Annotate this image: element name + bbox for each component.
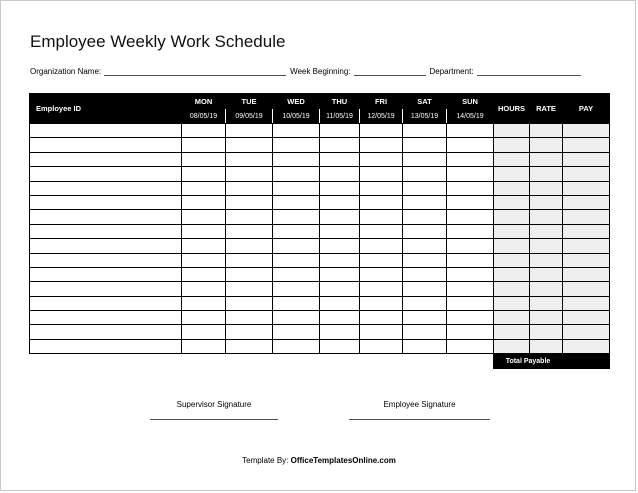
employee-id-cell[interactable] [30, 282, 182, 296]
total-payable-label: Total Payable [494, 354, 563, 369]
hours-cell[interactable] [182, 210, 226, 224]
hours-cell[interactable] [182, 325, 226, 339]
hours-cell[interactable] [226, 239, 273, 253]
table-row [30, 224, 610, 238]
day-header-fri: FRI [360, 94, 403, 109]
hours-cell[interactable] [320, 152, 360, 166]
pay-cell[interactable] [563, 224, 610, 238]
hours-cell[interactable] [360, 224, 403, 238]
employee-id-cell[interactable] [30, 224, 182, 238]
day-header-sat: SAT [403, 94, 447, 109]
pay-cell[interactable] [563, 325, 610, 339]
page-title: Employee Weekly Work Schedule [30, 32, 286, 51]
hours-cell[interactable] [403, 325, 447, 339]
hours-cell[interactable] [403, 253, 447, 267]
hours-cell[interactable] [360, 311, 403, 325]
hours-cell[interactable] [273, 138, 320, 152]
rate-cell[interactable] [530, 210, 563, 224]
day-header-tue: TUE [226, 94, 273, 109]
pay-cell[interactable] [563, 239, 610, 253]
employee-id-cell[interactable] [30, 253, 182, 267]
organization-label: Organization Name: [30, 67, 102, 76]
week-beginning-field[interactable] [354, 67, 426, 76]
hours-cell[interactable] [273, 325, 320, 339]
employee-id-cell[interactable] [30, 152, 182, 166]
hours-cell[interactable] [360, 195, 403, 209]
table-row [30, 296, 610, 310]
hours-cell[interactable] [447, 195, 494, 209]
hours-cell[interactable] [226, 339, 273, 353]
hours-cell[interactable] [403, 339, 447, 353]
footer-site[interactable]: OfficeTemplatesOnline.com [290, 456, 396, 465]
hours-cell[interactable] [226, 282, 273, 296]
employee-id-cell[interactable] [30, 167, 182, 181]
hours-cell[interactable] [320, 224, 360, 238]
date-header-sun: 14/05/19 [447, 109, 494, 124]
date-header-sat: 13/05/19 [403, 109, 447, 124]
hours-total-cell[interactable] [494, 152, 530, 166]
total-payable-value[interactable] [563, 354, 610, 369]
hours-cell[interactable] [320, 138, 360, 152]
employee-id-cell[interactable] [30, 124, 182, 138]
pay-cell[interactable] [563, 152, 610, 166]
hours-cell[interactable] [360, 253, 403, 267]
hours-cell[interactable] [320, 325, 360, 339]
hours-cell[interactable] [182, 296, 226, 310]
employee-id-cell[interactable] [30, 195, 182, 209]
hours-cell[interactable] [226, 267, 273, 281]
rate-cell[interactable] [530, 239, 563, 253]
date-header-tue: 09/05/19 [226, 109, 273, 124]
date-header-mon: 08/05/19 [182, 109, 226, 124]
hours-cell[interactable] [320, 239, 360, 253]
hours-cell[interactable] [182, 239, 226, 253]
pay-cell[interactable] [563, 282, 610, 296]
date-header-thu: 11/05/19 [320, 109, 360, 124]
hours-cell[interactable] [403, 239, 447, 253]
organization-field[interactable] [104, 67, 286, 76]
hours-cell[interactable] [447, 138, 494, 152]
rate-cell[interactable] [530, 253, 563, 267]
rate-cell[interactable] [530, 195, 563, 209]
hours-cell[interactable] [403, 210, 447, 224]
hours-cell[interactable] [226, 167, 273, 181]
date-header-wed: 10/05/19 [273, 109, 320, 124]
hours-cell[interactable] [447, 267, 494, 281]
hours-total-cell[interactable] [494, 224, 530, 238]
hours-cell[interactable] [273, 167, 320, 181]
hours-cell[interactable] [403, 181, 447, 195]
hours-header: HOURS [494, 94, 530, 124]
pay-cell[interactable] [563, 138, 610, 152]
hours-cell[interactable] [226, 224, 273, 238]
rate-cell[interactable] [530, 124, 563, 138]
hours-cell[interactable] [182, 152, 226, 166]
hours-total-cell[interactable] [494, 296, 530, 310]
hours-cell[interactable] [273, 124, 320, 138]
employee-id-cell[interactable] [30, 267, 182, 281]
employee-id-cell[interactable] [30, 239, 182, 253]
hours-cell[interactable] [182, 195, 226, 209]
hours-total-cell[interactable] [494, 325, 530, 339]
rate-cell[interactable] [530, 167, 563, 181]
supervisor-signature-line[interactable] [150, 419, 278, 420]
hours-cell[interactable] [226, 253, 273, 267]
hours-total-cell[interactable] [494, 195, 530, 209]
hours-cell[interactable] [320, 181, 360, 195]
hours-cell[interactable] [403, 224, 447, 238]
hours-cell[interactable] [182, 311, 226, 325]
hours-cell[interactable] [447, 167, 494, 181]
hours-cell[interactable] [320, 210, 360, 224]
hours-cell[interactable] [226, 311, 273, 325]
rate-cell[interactable] [530, 325, 563, 339]
rate-header: RATE [530, 94, 563, 124]
hours-cell[interactable] [182, 253, 226, 267]
hours-cell[interactable] [226, 195, 273, 209]
rate-cell[interactable] [530, 138, 563, 152]
table-row [30, 124, 610, 138]
table-row [30, 210, 610, 224]
hours-total-cell[interactable] [494, 210, 530, 224]
hours-cell[interactable] [273, 296, 320, 310]
pay-cell[interactable] [563, 339, 610, 353]
rate-cell[interactable] [530, 181, 563, 195]
hours-cell[interactable] [447, 325, 494, 339]
pay-cell[interactable] [563, 210, 610, 224]
table-row [30, 253, 610, 267]
pay-cell[interactable] [563, 296, 610, 310]
hours-cell[interactable] [273, 311, 320, 325]
rate-cell[interactable] [530, 311, 563, 325]
hours-cell[interactable] [403, 311, 447, 325]
hours-cell[interactable] [403, 267, 447, 281]
hours-cell[interactable] [320, 339, 360, 353]
table-row [30, 282, 610, 296]
hours-cell[interactable] [447, 239, 494, 253]
table-row [30, 267, 610, 281]
hours-cell[interactable] [403, 124, 447, 138]
hours-total-cell[interactable] [494, 181, 530, 195]
hours-cell[interactable] [182, 181, 226, 195]
employee-id-cell[interactable] [30, 339, 182, 353]
table-row [30, 339, 610, 353]
employee-signature-label: Employee Signature [383, 400, 456, 409]
hours-cell[interactable] [273, 282, 320, 296]
hours-cell[interactable] [360, 138, 403, 152]
hours-cell[interactable] [447, 152, 494, 166]
hours-cell[interactable] [360, 181, 403, 195]
rate-cell[interactable] [530, 224, 563, 238]
hours-cell[interactable] [360, 210, 403, 224]
employee-signature [349, 400, 490, 420]
hours-cell[interactable] [320, 124, 360, 138]
table-row [30, 311, 610, 325]
employee-signature-line[interactable] [349, 419, 490, 420]
hours-total-cell[interactable] [494, 253, 530, 267]
hours-cell[interactable] [182, 167, 226, 181]
hours-cell[interactable] [320, 195, 360, 209]
hours-cell[interactable] [447, 296, 494, 310]
hours-cell[interactable] [360, 325, 403, 339]
hours-cell[interactable] [226, 152, 273, 166]
hours-cell[interactable] [447, 253, 494, 267]
pay-cell[interactable] [563, 195, 610, 209]
rate-cell[interactable] [530, 282, 563, 296]
hours-cell[interactable] [273, 253, 320, 267]
employee-id-cell[interactable] [30, 210, 182, 224]
hours-cell[interactable] [273, 224, 320, 238]
hours-cell[interactable] [273, 195, 320, 209]
hours-cell[interactable] [403, 152, 447, 166]
hours-cell[interactable] [273, 339, 320, 353]
hours-total-cell[interactable] [494, 167, 530, 181]
hours-total-cell[interactable] [494, 239, 530, 253]
employee-id-cell[interactable] [30, 181, 182, 195]
hours-cell[interactable] [182, 124, 226, 138]
hours-cell[interactable] [226, 325, 273, 339]
employee-id-cell[interactable] [30, 296, 182, 310]
hours-cell[interactable] [403, 282, 447, 296]
table-row [30, 239, 610, 253]
hours-cell[interactable] [226, 210, 273, 224]
day-header-thu: THU [320, 94, 360, 109]
hours-cell[interactable] [226, 138, 273, 152]
pay-cell[interactable] [563, 311, 610, 325]
hours-cell[interactable] [403, 296, 447, 310]
hours-cell[interactable] [360, 152, 403, 166]
hours-total-cell[interactable] [494, 339, 530, 353]
date-header-fri: 12/05/19 [360, 109, 403, 124]
hours-total-cell[interactable] [494, 282, 530, 296]
hours-cell[interactable] [360, 124, 403, 138]
table-row [30, 181, 610, 195]
hours-cell[interactable] [360, 282, 403, 296]
hours-cell[interactable] [320, 282, 360, 296]
hours-total-cell[interactable] [494, 124, 530, 138]
hours-cell[interactable] [447, 282, 494, 296]
hours-cell[interactable] [447, 210, 494, 224]
hours-cell[interactable] [273, 239, 320, 253]
table-row [30, 195, 610, 209]
hours-cell[interactable] [447, 124, 494, 138]
hours-cell[interactable] [182, 282, 226, 296]
supervisor-signature [150, 400, 278, 420]
employee-id-cell[interactable] [30, 311, 182, 325]
pay-cell[interactable] [563, 253, 610, 267]
hours-cell[interactable] [447, 224, 494, 238]
table-row [30, 152, 610, 166]
hours-cell[interactable] [320, 311, 360, 325]
employee-id-cell[interactable] [30, 325, 182, 339]
total-row [30, 354, 610, 369]
department-label: Department: [429, 67, 474, 76]
rate-cell[interactable] [530, 152, 563, 166]
hours-cell[interactable] [226, 181, 273, 195]
hours-cell[interactable] [226, 124, 273, 138]
hours-cell[interactable] [360, 296, 403, 310]
hours-cell[interactable] [182, 339, 226, 353]
hours-cell[interactable] [273, 181, 320, 195]
supervisor-signature-label: Supervisor Signature [176, 400, 252, 409]
day-header-mon: MON [182, 94, 226, 109]
hours-cell[interactable] [182, 267, 226, 281]
hours-cell[interactable] [273, 152, 320, 166]
employee-id-cell[interactable] [30, 138, 182, 152]
table-row [30, 325, 610, 339]
hours-cell[interactable] [273, 210, 320, 224]
pay-cell[interactable] [563, 181, 610, 195]
hours-cell[interactable] [226, 296, 273, 310]
hours-cell[interactable] [182, 138, 226, 152]
pay-cell[interactable] [563, 267, 610, 281]
day-header-wed: WED [273, 94, 320, 109]
week-beginning-label: Week Beginning: [290, 67, 351, 76]
hours-cell[interactable] [320, 253, 360, 267]
pay-cell[interactable] [563, 124, 610, 138]
employee-id-header: Employee ID [30, 94, 182, 124]
hours-total-cell[interactable] [494, 138, 530, 152]
hours-cell[interactable] [360, 339, 403, 353]
day-header-sun: SUN [447, 94, 494, 109]
pay-cell[interactable] [563, 167, 610, 181]
hours-cell[interactable] [320, 267, 360, 281]
hours-total-cell[interactable] [494, 267, 530, 281]
hours-cell[interactable] [403, 195, 447, 209]
hours-cell[interactable] [447, 311, 494, 325]
info-line [30, 67, 585, 76]
footer [1, 456, 637, 465]
hours-cell[interactable] [182, 224, 226, 238]
hours-cell[interactable] [320, 167, 360, 181]
table-row [30, 138, 610, 152]
footer-prefix: Template By: [242, 456, 291, 465]
total-row-spacer [30, 354, 494, 369]
hours-cell[interactable] [403, 167, 447, 181]
table-row [30, 167, 610, 181]
rate-cell[interactable] [530, 339, 563, 353]
hours-cell[interactable] [447, 181, 494, 195]
hours-cell[interactable] [360, 167, 403, 181]
day-header-row [30, 94, 610, 109]
rate-cell[interactable] [530, 296, 563, 310]
schedule-table [29, 93, 610, 369]
hours-cell[interactable] [447, 339, 494, 353]
rate-cell[interactable] [530, 267, 563, 281]
hours-cell[interactable] [403, 138, 447, 152]
hours-cell[interactable] [360, 267, 403, 281]
hours-total-cell[interactable] [494, 311, 530, 325]
hours-cell[interactable] [360, 239, 403, 253]
hours-cell[interactable] [273, 267, 320, 281]
department-field[interactable] [477, 67, 581, 76]
hours-cell[interactable] [320, 296, 360, 310]
pay-header: PAY [563, 94, 610, 124]
